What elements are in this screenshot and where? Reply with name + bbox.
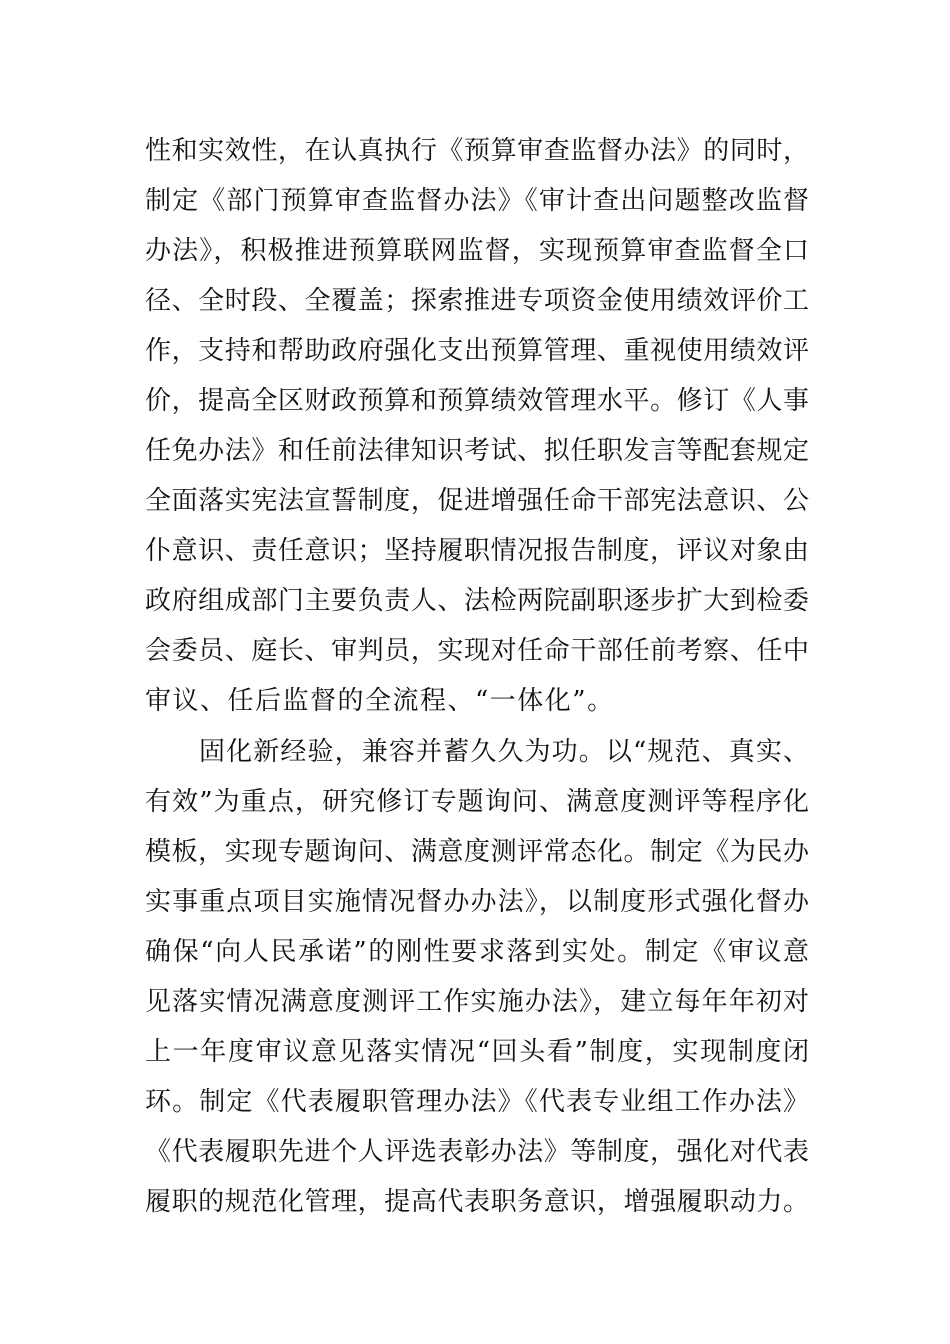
text-line: 实事重点项目实施情况督办办法》，以制度形式强化督办 <box>145 887 809 917</box>
text-line: 性和实效性，在认真执行《预算审查监督办法》的同时， <box>145 136 809 166</box>
text-line: 任免办法》和任前法律知识考试、拟任职发言等配套规定 <box>145 436 809 466</box>
text-line: 政府组成部门主要负责人、法检两院副职逐步扩大到检委 <box>145 586 809 616</box>
text-line: 有效”为重点，研究修订专题询问、满意度测评等程序化 <box>145 787 809 817</box>
text-line: 确保“向人民承诺”的刚性要求落到实处。制定《审议意 <box>145 937 809 967</box>
text-line: 作，支持和帮助政府强化支出预算管理、重视使用绩效评 <box>145 336 809 366</box>
text-line: 全面落实宪法宣誓制度，促进增强任命干部宪法意识、公 <box>145 486 809 516</box>
text-line: 上一年度审议意见落实情况“回头看”制度，实现制度闭 <box>145 1037 809 1067</box>
text-line: 会委员、庭长、审判员，实现对任命干部任前考察、任中 <box>145 636 809 666</box>
text-line: 审议、任后监督的全流程、“一体化”。 <box>145 686 615 716</box>
text-line: 履职的规范化管理，提高代表职务意识，增强履职动力。 <box>145 1187 809 1217</box>
text-line: 办法》，积极推进预算联网监督，实现预算审查监督全口 <box>145 236 809 266</box>
text-line: 径、全时段、全覆盖；探索推进专项资金使用绩效评价工 <box>145 286 809 316</box>
text-line: 见落实情况满意度测评工作实施办法》，建立每年年初对 <box>145 987 809 1017</box>
text-line: 模板，实现专题询问、满意度测评常态化。制定《为民办 <box>145 837 809 867</box>
text-line: 固化新经验，兼容并蓄久久为功。以“规范、真实、 <box>199 737 809 767</box>
text-line: 《代表履职先进个人评选表彰办法》等制度，强化对代表 <box>145 1137 809 1167</box>
text-line: 制定《部门预算审查监督办法》《审计查出问题整改监督 <box>145 186 809 216</box>
text-line: 环。制定《代表履职管理办法》《代表专业组工作办法》 <box>145 1087 809 1117</box>
text-line: 价，提高全区财政预算和预算绩效管理水平。修订《人事 <box>145 386 809 416</box>
text-line: 仆意识、责任意识；坚持履职情况报告制度，评议对象由 <box>145 536 809 566</box>
